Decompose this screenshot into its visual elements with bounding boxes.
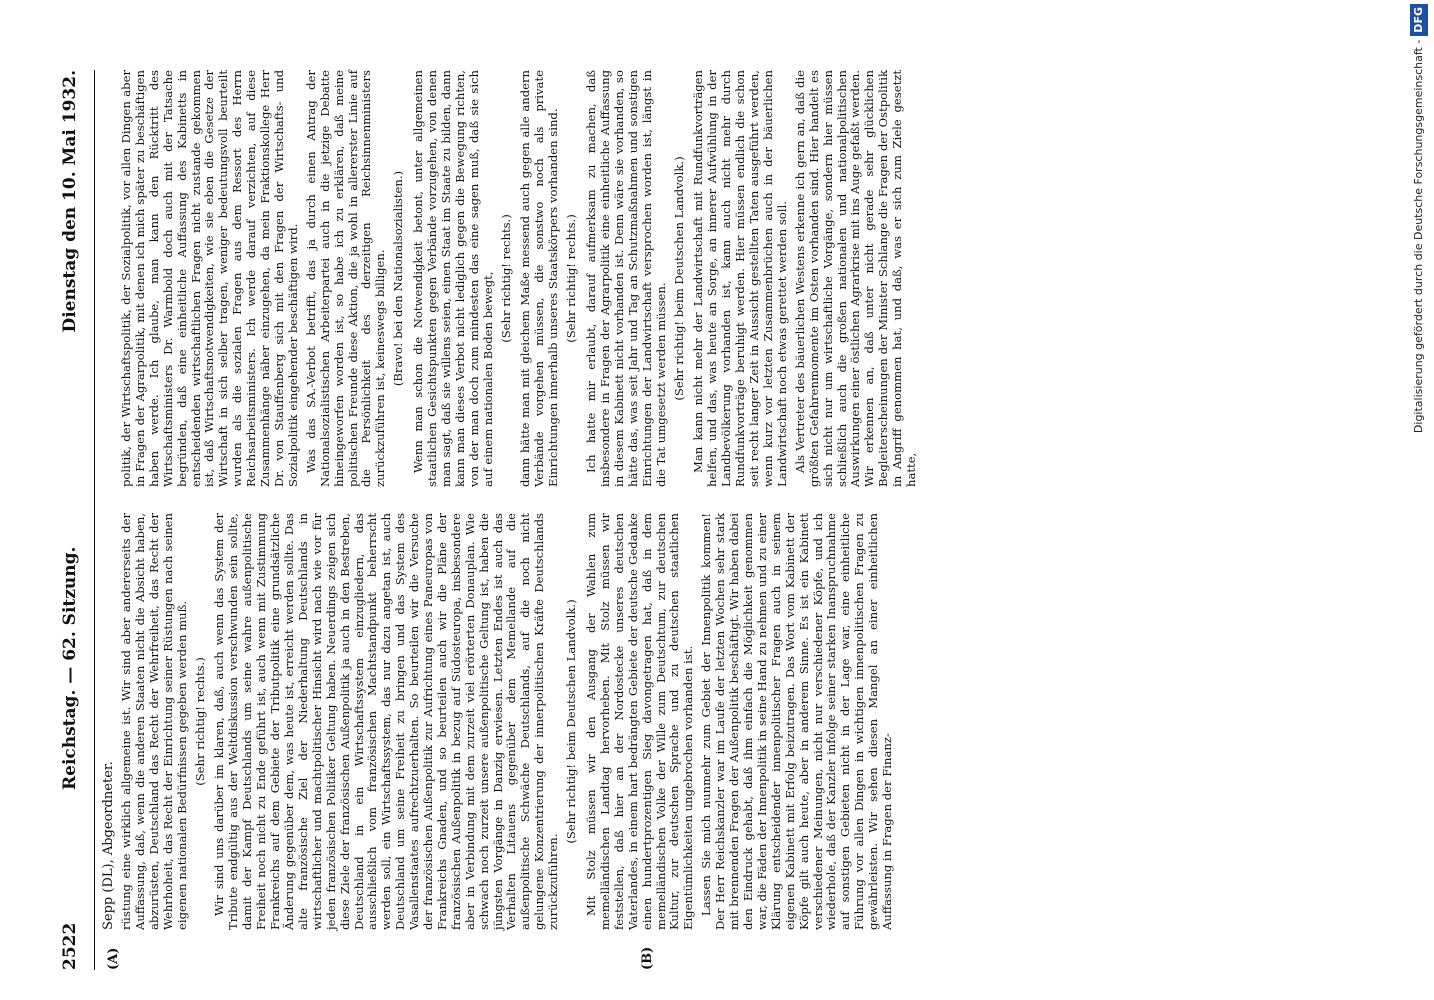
interjection: (Sehr richtig! rechts.) (564, 214, 579, 343)
paragraph: Was das SA.-Verbot betrifft, das ja durch einen Antrag der Nationalsozialistischen Arbeiterpartei auch in die jetzige Debatte hineingeworfen worden ist, so habe ich zu erklären, daß meine politischen Freunde diese Aktion, die ja wohl in allererster Linie auf die Persönlichkeit des derzeitigen Reichsinnenministers zurückzuführen ist, keineswegs billigen. (303, 70, 388, 487)
paragraph: Mit Stolz müssen wir den Ausgang der Wahlen zum memelländischen Landtag hervorheben. Mit Stolz müssen wir feststellen, daß hier an der Nordostecke unseres deutschen Vaterlandes, in einem hart bedrängten Gebiete der deutsche Gedanke einen hundertprozentigen Sieg davongetragen hat, daß in dem memelländischen Volke der Wille zum Deutschtum, zur deutschen Kultur, zur deutschen Sprache und zu deutschen staatlichen Eigentümlichkeiten ungebrochen vorhanden ist. (584, 513, 696, 930)
dfg-logo: DFG (1410, 4, 1428, 36)
digitization-note: Digitalisierung gefördert durch die Deutsche Forschungsgemeinschaft - (1412, 39, 1425, 434)
speaker-name: Sepp (DL), Abgeordneter. (101, 761, 116, 930)
digitization-credit-text (1410, 4, 1428, 994)
session-date: Dienstag den 10. Mai 1932. (60, 70, 80, 333)
margin-marker-b: (B) (640, 946, 655, 970)
paragraph: politik, der Wirtschaftspolitik, der Sozialpolitik, vor allen Dingen aber in Fragen der Agrarpolitik, mit denen ich mich später zu beschäftigen haben werde. Ich glaube, man kann den Rücktritt des Wirtschaftsministers Dr. Warmbold doch auch mit der Tatsache begründen, daß eine einheitliche Auffassung des Kabinetts in entscheidenden wirtschaftlichen Fragen nicht zustande gekommen ist, daß Wirtschaftsnotwendigkeiten, wie sie eben die Gesetze der Wirtschaft in sich selber tragen, weniger bedeutungsvoll beurteilt wurden als die sozialen Fragen aus dem Ressort des Herrn Reichsarbeitsministers. Ich werde darauf verzichten, auf diese Zusammenhänge näher einzugehen, da mein Fraktionskollege Herr Dr. von Stauffenberg sich mit den Fragen der Wirtschafts- und Sozialpolitik eingehender beschäftigen wird. (119, 70, 300, 487)
paragraph: Lassen Sie mich nunmehr zum Gebiet der Innenpolitik kommen! Der Herr Reichskanzler war im Laufe der letzten Wochen sehr stark mit brennenden Fragen der Außenpolitik beschäftigt. Wir haben dabei den Eindruck gehabt, daß ihm einfach die Möglichkeit genommen war, die Fäden der Innenpolitik in seine Hand zu nehmen und zu einer Klärung entscheidender innenpolitischer Fragen auch in seinem eigenen Kabinett mit Erfolg beizutragen. Das Wort vom Kabinett der Köpfe gilt auch heute, aber in anderem Sinne. Es ist ein Kabinett verschiedener Meinungen, nicht nur verschiedener Köpfe, und ich wiederhole, daß der Kanzler infolge seiner starken Inanspruchnahme auf sonstigen Gebieten nicht in der Lage war, eine einheitliche Führung vor allen Dingen in wichtigen innenpolitischen Fragen zu gewährleisten. Wir sehen diesen Mangel an einer einheitlichen Auffassung in Fragen der Finanz- (699, 513, 895, 930)
interjection: (Sehr richtig! beim Deutschen Landvolk.) (671, 156, 686, 401)
paragraph: Man kann nicht mehr der Landwirtschaft mit Rundfunkvorträgen helfen, und das, was heute an Sorge, an innerer Aufwühlung in der Landbevölkerung vorhanden ist, kann auch nicht mehr durch Rundfunkvorträge beruhigt werden. Hier müssen endlich die schon seit recht langer Zeit in Aussicht gestellten Taten ausgeführt werden, wenn kurz vor letzten Zusammenbrüchen auch in der bäuerlichen Landwirtschaft noch etwas gerettet werden soll. (691, 70, 789, 487)
digitization-credit (1410, 4, 1428, 994)
text-column-left (120, 513, 923, 930)
interjection: (Sehr richtig! rechts.) (192, 657, 207, 786)
interjection: (Sehr richtig! beim Deutschen Landvolk.) (564, 599, 579, 844)
paragraph: dann hätte man mit gleichem Maße messend auch gegen alle andern Verbände vorgehen müssen, die sonstwo noch als private Einrichtungen innerhalb unseres Staatskörpers vorhanden sind. (518, 70, 561, 487)
paragraph: Wir sind uns darüber im klaren, daß, auch wenn das System der Tribute endgültig aus der Weltdiskussion verschwunden sein sollte, damit der Kampf Deutschlands um seine wahre außenpolitische Freiheit noch nicht zu Ende geführt ist, auch wenn mit Zustimmung Frankreichs auf dem Gebiete der Tributpolitik eine grundsätzliche Änderung gegenüber dem, was heute ist, erreicht werden sollte. Das alte französische Ziel der Niederhaltung Deutschlands in wirtschaftlicher und machtpolitischer Hinsicht wird nach wie vor für jeden französischen Politiker Geltung haben. Neuerdings zeigen sich diese Ziele der französischen Außenpolitik ja auch in den Bestreben, Deutschland in ein Wirtschaftssystem einzugliedern, das ausschließlich vom französischen Machtstandpunkt beherrscht werden soll, ein Wirtschaftssystem, das nur dazu angetan ist, auch Deutschland um seine Freiheit zu bringen und das System des Vasallenstaates aufrechtzuerhalten. So beurteilen wir die Versuche der französischen Außenpolitik zur Aufrichtung eines Paneuropas von Frankreichs Gnaden, und so beurteilen auch wir die Pläne der französischen Außenpolitik in bezug auf Südosteuropa, insbesondere aber in Verbindung mit dem zurzeit viel erörterten Donauplan. Wie schwach noch zurzeit unsere außenpolitische Geltung ist, haben die jüngsten Vorgänge in Danzig erwiesen. Letzten Endes ist auch das Verhalten Litauens gegenüber dem Memellande auf die außenpolitische Schwäche Deutschlands, auf die noch nicht gelungene Konzentrierung der innerpolitischen Kräfte Deutschlands zurückzuführen. (212, 513, 561, 930)
paragraph: Als Vertreter des bäuerlichen Westens erkenne ich gern an, daß die größten Gefahrenmomente im Osten vorhanden sind. Hier handelt es sich nicht nur um wirtschaftliche Vorgänge, sondern hier müssen schließlich auch die großen nationalen und nationalpolitischen Auswirkungen einer östlichen Agrarkrise mit ins Auge gefaßt werden. Wir erkennen an, daß unter nicht gerade sehr glücklichen Begleiterscheinungen der Minister Schlange die Fragen der Ostpolitik in Angriff genommen hat, und daß, was er sich zum Ziele gesetzt hatte, (792, 70, 919, 487)
text-column-right (120, 70, 923, 487)
paragraph: Ich hatte mir erlaubt, darauf aufmerksam zu machen, daß insbesondere in Fragen der Agrarpolitik eine einheitliche Auffassung in diesem Kabinett nicht vorhanden ist. Denn wäre sie vorhanden, so hätte das, was seit Jahr und Tag an Schutzmaßnahmen und sonstigen Einrichtungen der Landwirtschaft versprochen worden ist, längst in die Tat umgesetzt werden müssen. (584, 70, 668, 487)
paragraph: rüstung eine wirklich allgemeine ist. Wir sind aber andererseits der Auffassung, daß, wenn die anderen Staaten nicht die Absicht haben, abzurüsten, Deutschland das Recht der Wehrfreiheit, das Recht der Wehrhoheit, das Recht der Einrichtung seiner Rüstungen nach seinen eigenen nationalen Bedürfnissen gegeben werden muß. (119, 513, 189, 930)
interjection: (Sehr richtig! rechts.) (498, 214, 513, 343)
document-page (60, 60, 1380, 980)
margin-marker-a: (A) (106, 947, 121, 970)
paragraph: Wenn man schon die Notwendigkeit betont, unter allgemeinen staatlichen Gesichtspunkten gegen Verbände vorzugehen, von denen man sagt, daß sie willens seien, einen Staat im Staate zu bilden, dann kann man dieses Verbot nicht lediglich gegen die Bewegung richten, von der man doch zum mindesten das eine sagen muß, daß sie sich auf einem nationalen Boden bewegt, (411, 70, 495, 487)
interjection: (Bravo! bei den Nationalsozialisten.) (391, 170, 406, 387)
page-header (60, 70, 95, 970)
session-title: Reichstag. — 62. Sitzung. (60, 546, 80, 790)
page-number: 2522 (60, 922, 80, 970)
text-columns (120, 70, 923, 970)
